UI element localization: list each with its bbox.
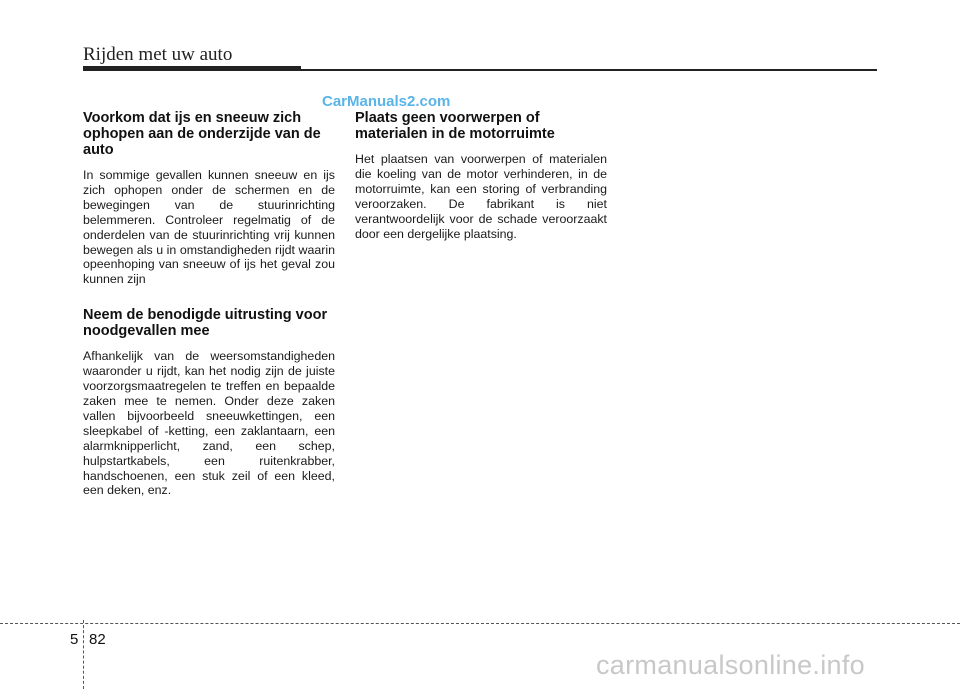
page-number: 82 — [89, 631, 106, 648]
left-column — [83, 110, 335, 518]
section-body-engine-compartment: Het plaatsen van voorwerpen of materialen die koeling van de motor verhinderen, in de motorruimte, kan een storing of verbranding veroorzaken. De fabrikant is niet verantwoordelijk voor de schade veroorzaakt door een dergelijke plaatsing. — [355, 152, 607, 241]
section-body-ice-snow: In sommige gevallen kunnen sneeuw en ijs zich ophopen onder de schermen en de bewegingen van de stuurinrichting belemmeren. Controleer regelmatig of de onderdelen van de stuurinrichting vrij kunnen bewegen als u in omstandigheden rijdt waarin opeenhoping van sneeuw of ijs het geval zou kunnen zijn — [83, 168, 335, 287]
section-heading-ice-snow: Voorkom dat ijs en sneeuw zich ophopen aan de onderzijde van de auto — [83, 110, 321, 158]
watermark-bottom: carmanualsonline.info — [596, 650, 865, 680]
header-rule-thin — [301, 69, 877, 71]
page-header-title: Rijden met uw auto — [83, 44, 233, 65]
section-heading-engine-compartment: Plaats geen voorwerpen of materialen in de motorruimte — [355, 110, 555, 142]
footer-dashed-rule — [0, 623, 960, 624]
section-body-emergency-equipment: Afhankelijk van de weersomstandigheden waaronder u rijdt, kan het nodig zijn de juiste voorzorgsmaatregelen te treffen en bepaalde zaken mee te nemen. Onder deze zaken vallen bijvoorbeeld sneeuwkettingen, een sleepkabel of -ketting, een zaklantaarn, een alarmknipperlicht, zand, een schep, hulpstartkabels, een ruitenkrabber, handschoenen, een stuk zeil of een kleed, een deken, enz. — [83, 349, 335, 498]
chapter-number: 5 — [70, 631, 79, 648]
watermark-top: CarManuals2.com — [322, 93, 451, 110]
section-heading-emergency-equipment: Neem de benodigde uitrusting voor noodgevallen mee — [83, 307, 328, 340]
footer-dashed-divider — [83, 620, 84, 689]
right-column — [355, 110, 607, 261]
header-rule-thick — [83, 66, 301, 71]
